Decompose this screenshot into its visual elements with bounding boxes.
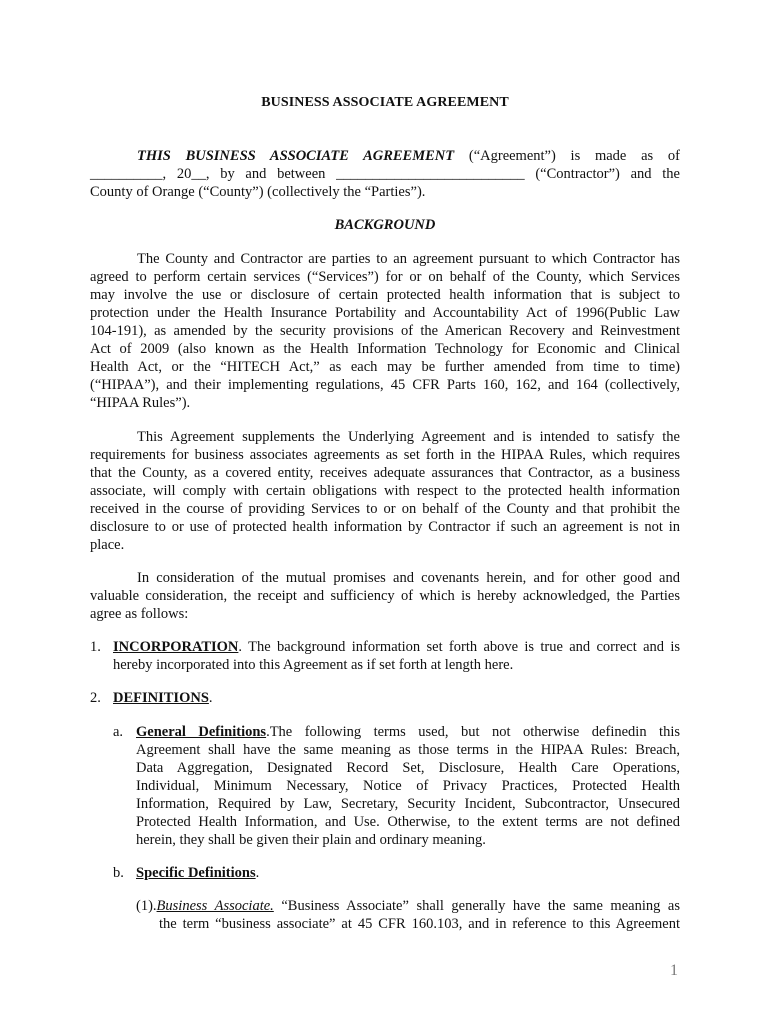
intro-lead: THIS BUSINESS ASSOCIATE AGREEMENT xyxy=(137,148,455,164)
section-2-line: DEFINITIONS. xyxy=(113,690,213,706)
paragraph-line: Agreement shall have the same meaning as those terms in the HIPAA Rules: Breach, xyxy=(136,742,680,758)
paragraph-line: valuable consideration, the receipt and sufficiency of which is hereby acknowledged, the Parties xyxy=(90,588,680,604)
intro-line-3: County of Orange (“County”) (collectively the “Parties”). xyxy=(90,184,426,200)
paragraph-line: place. xyxy=(90,537,125,553)
paragraph-line: “HIPAA Rules”). xyxy=(90,395,191,411)
definition-1-number: (1). xyxy=(136,898,157,914)
paragraph-line: 104-191), as amended by the security provisions of the American Recovery and Reinvestment xyxy=(90,323,680,339)
paragraph-line: Act of 2009 (also known as the Health Information Technology for Economic and Clinical xyxy=(90,341,680,357)
paragraph-line: This Agreement supplements the Underlying Agreement and is intended to satisfy the xyxy=(137,429,680,445)
paragraph-line: disclosure to or use of protected health information by Contractor if such an agreement is not in xyxy=(90,519,680,535)
background-heading: BACKGROUND xyxy=(334,217,436,233)
general-definitions-heading: General Definitions xyxy=(136,724,267,740)
paragraph-line: Data Aggregation, Designated Record Set, Disclosure, Health Care Operations, xyxy=(136,760,680,776)
paragraph-line: Individual, Minimum Necessary, Notice of Privacy Practices, Protected Health xyxy=(136,778,680,794)
section-2-number: 2. xyxy=(90,690,101,706)
definition-1-line-1: (1).Business Associate. “Business Associate” shall generally have the same meaning as xyxy=(136,898,680,914)
business-associate-term: Business Associate. xyxy=(156,898,274,914)
intro-line-1: THIS BUSINESS ASSOCIATE AGREEMENT (“Agreement”) is made as of xyxy=(137,148,680,164)
specific-definitions-heading: Specific Definitions xyxy=(136,865,256,881)
document-title: BUSINESS ASSOCIATE AGREEMENT xyxy=(261,95,509,110)
paragraph-line: herein, they shall be given their plain and ordinary meaning. xyxy=(136,832,486,848)
paragraph-line: agree as follows: xyxy=(90,606,189,622)
paragraph-line: Health Act, or the “HITECH Act,” as each may be further amended from time to time) xyxy=(90,359,680,375)
subsection-a-letter: a. xyxy=(113,724,124,740)
subsection-b-letter: b. xyxy=(113,865,124,881)
paragraph-line: protection under the Health Insurance Portability and Accountability Act of 1996(Public Law xyxy=(90,305,680,321)
paragraph-line: Information, Required by Law, Secretary, Security Incident, Subcontractor, Unsecured xyxy=(136,796,680,812)
section-1-line-2: hereby incorporated into this Agreement as if set forth at length here. xyxy=(113,657,514,673)
section-1-heading: INCORPORATION xyxy=(113,639,239,655)
section-1-number: 1. xyxy=(90,639,101,655)
section-2-heading: DEFINITIONS xyxy=(113,690,209,706)
subsection-a-line-1: General Definitions.The following terms used, but not otherwise definedin this xyxy=(136,724,680,740)
paragraph-line: agreed to perform certain services (“Services”) for or on behalf of the County, which Services xyxy=(90,269,680,285)
paragraph-line: may involve the use or disclosure of certain protected health information that is subject to xyxy=(90,287,680,303)
paragraph-line: In consideration of the mutual promises and covenants herein, and for other good and xyxy=(137,570,680,586)
paragraph-line: The County and Contractor are parties to an agreement pursuant to which Contractor has xyxy=(137,251,680,267)
paragraph-line: requirements for business associates agreements as set forth in the HIPAA Rules, which requires xyxy=(90,447,680,463)
paragraph-line: associate, will comply with certain obligations with respect to the protected health information xyxy=(90,483,680,499)
paragraph-line: (“HIPAA”), and their implementing regulations, 45 CFR Parts 160, 162, and 164 (collectively, xyxy=(90,377,680,393)
subsection-b-line: Specific Definitions. xyxy=(136,865,260,881)
paragraph-line: that the County, as a covered entity, receives adequate assurances that Contractor, as a business xyxy=(90,465,680,481)
paragraph-line: received in the course of providing Services to or on behalf of the County and that prohibit the xyxy=(90,501,680,517)
section-1-line-1: INCORPORATION. The background information set forth above is true and correct and is xyxy=(113,639,680,655)
paragraph-line: Protected Health Information, and Use. Otherwise, to the extent terms are not defined xyxy=(136,814,680,830)
page-number: 1 xyxy=(670,962,678,979)
intro-line-2: __________, 20__, by and between __________________________ (“Contractor”) and the xyxy=(90,166,680,182)
definition-1-line-2: the term “business associate” at 45 CFR 160.103, and in reference to this Agreement xyxy=(159,916,680,932)
